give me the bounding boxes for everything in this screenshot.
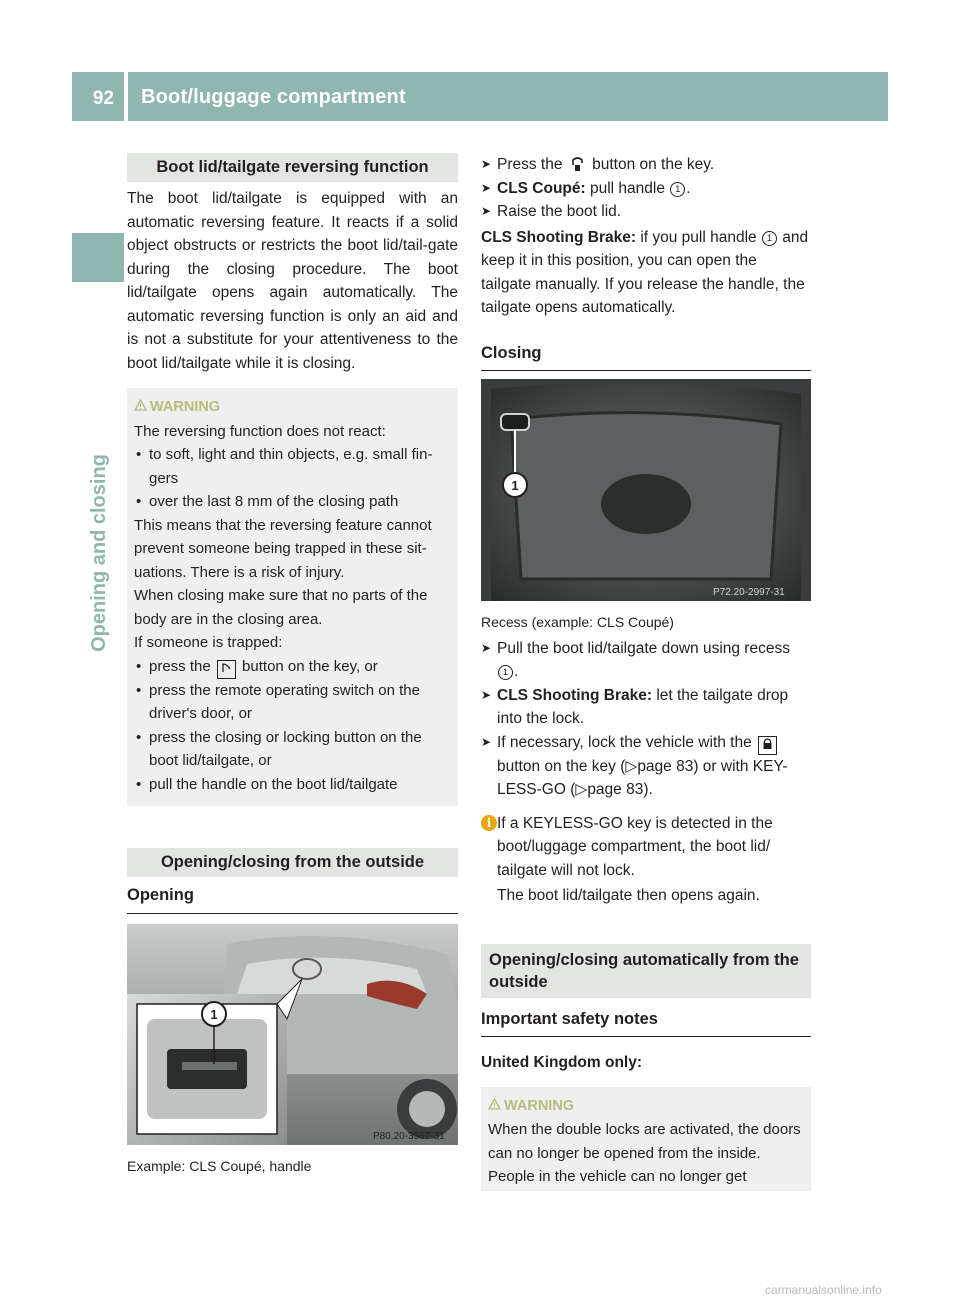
svg-text:1: 1 [511, 478, 519, 493]
warning-list-item [134, 655, 451, 679]
info-icon: i [481, 815, 497, 831]
boot-key-icon [217, 660, 236, 679]
step-text: Raise the boot lid. [497, 203, 622, 220]
image-caption: Recess (example: CLS Coupé) [481, 614, 674, 630]
info-text: If a KEYLESS-GO key is detected in the boot/luggage compartment, the boot lid/ tailgate will not lock. [497, 814, 773, 879]
reversing-text: The boot lid/tailgate is equipped with an automatic reversing feature. It reacts if a solid object obstructs or restricts the boot lid/tail-gate during the closing procedure. The boot lid/tailgate opens again automatically. The automatic reversing function is only an aid and is not a substitute for your attentiveness to the boot lid/tailgate while it is closing. [127, 190, 458, 372]
step [481, 177, 811, 201]
chapter-label: Opening and closing [87, 454, 110, 652]
warning-title: WARNING [504, 1097, 575, 1114]
warning-paragraph: If someone is trapped: [134, 634, 283, 651]
item-text: press the [149, 657, 211, 675]
warning-paragraph: This means that the reversing feature cannot prevent someone being trapped in these sit-uations. There is a risk of injury. [134, 516, 432, 581]
shooting-brake-note [481, 226, 811, 320]
step-text: button on the key ( [497, 757, 626, 775]
callout-number: 1 [762, 231, 777, 246]
page-number-block [72, 72, 124, 121]
item-text: button on the key, or [242, 657, 378, 675]
warning-title-row [488, 1095, 804, 1119]
page-ref[interactable]: page 83). [587, 781, 653, 798]
warning-title: WARNING [150, 399, 221, 415]
svg-text:1: 1 [210, 1006, 218, 1022]
image-code: P72.20-2997-31 [713, 587, 785, 598]
step [481, 637, 811, 684]
callout-number: 1 [498, 665, 513, 680]
warning-box [127, 388, 458, 806]
warning-title-row [134, 396, 451, 420]
page-ref-icon: ▷ [625, 757, 638, 775]
warning-list-item: • pull the handle on the boot lid/tailgate [134, 773, 451, 797]
warning-list-item: • over the last 8 mm of the closing path [134, 490, 451, 514]
info-note [481, 812, 811, 908]
page-number: 92 [92, 88, 114, 109]
note-text: if you pull handle [640, 228, 757, 246]
note-bold: CLS Shooting Brake: [481, 228, 637, 246]
car-rear-image [127, 924, 458, 1145]
step-arrow-icon: ➤ [481, 687, 492, 702]
opening-heading: Opening [127, 884, 458, 914]
warning-list-item: • to soft, light and thin objects, e.g. small fin-gers [134, 443, 451, 490]
auto-heading: Opening/closing automatically from the outside [481, 944, 811, 998]
safety-heading: Important safety notes [481, 1008, 811, 1038]
step-arrow-icon: ➤ [481, 157, 492, 171]
step [481, 153, 811, 177]
warning-paragraph: When closing make sure that no parts of the body are in the closing area. [134, 587, 428, 628]
warning-text: When the double locks are activated, the doors can no longer be opened from the inside. People in the vehicle can no longer get [488, 1121, 801, 1185]
warning-list-item: • press the closing or locking button on the boot lid/tailgate, or [134, 726, 451, 773]
step-text: let the tailgate drop into the lock. [497, 686, 789, 727]
closing-heading: Closing [481, 342, 811, 372]
step [481, 731, 811, 802]
car-rear-illustration [127, 924, 458, 1145]
right-column [481, 153, 811, 1191]
lock-key-icon [758, 736, 777, 755]
step-bold: CLS Shooting Brake: [497, 686, 653, 704]
step-arrow-icon: ➤ [481, 180, 492, 195]
uk-only-label: United Kingdom only: [481, 1054, 643, 1071]
step [481, 684, 811, 731]
step-text: Press the [497, 156, 563, 173]
step-arrow-icon: ➤ [481, 640, 492, 655]
watermark: carmanualsonline.info [765, 1283, 882, 1297]
step-bold: CLS Coupé: [497, 179, 586, 197]
step-text: If necessary, lock the vehicle with the [497, 733, 752, 751]
chapter-tab-block [72, 233, 124, 282]
warning-triangle-icon [488, 1095, 504, 1119]
boot-lid-image [481, 379, 811, 601]
step-text: button on the key. [592, 156, 715, 173]
boot-lid-illustration [481, 379, 811, 601]
note-text: and keep it in this position, you can open the tailgate manually. If you release the handle, the tailgate opens automatically. [481, 228, 809, 316]
warning-box [481, 1087, 811, 1191]
step [481, 200, 811, 224]
step-text: pull handle [590, 179, 665, 197]
callout-number: 1 [670, 182, 685, 197]
step-text: Pull the boot lid/tailgate down using recess [497, 639, 790, 657]
left-column [127, 153, 458, 1178]
warning-list-item: • press the remote operating switch on the driver's door, or [134, 679, 451, 726]
image-caption: Example: CLS Coupé, handle [127, 1157, 312, 1174]
image-code: P80.20-3567-31 [373, 1130, 445, 1142]
page-ref[interactable]: page 83) or with KEY-LESS-GO ( [497, 757, 788, 798]
unlock-key-icon [569, 157, 586, 174]
section-title: Boot/luggage compartment [141, 86, 406, 108]
warning-triangle-icon [134, 396, 150, 420]
step-arrow-icon: ➤ [481, 734, 492, 749]
section-header [128, 72, 888, 121]
step-end: . [514, 663, 519, 680]
reversing-heading: Boot lid/tailgate reversing function [127, 153, 458, 182]
info-text: The boot lid/tailgate then opens again. [497, 887, 760, 904]
outside-heading: Opening/closing from the outside [127, 848, 458, 877]
page-ref-icon: ▷ [575, 781, 588, 798]
step-arrow-icon: ➤ [481, 204, 492, 218]
step-end: . [686, 179, 691, 197]
warning-intro: The reversing function does not react: [134, 422, 386, 440]
